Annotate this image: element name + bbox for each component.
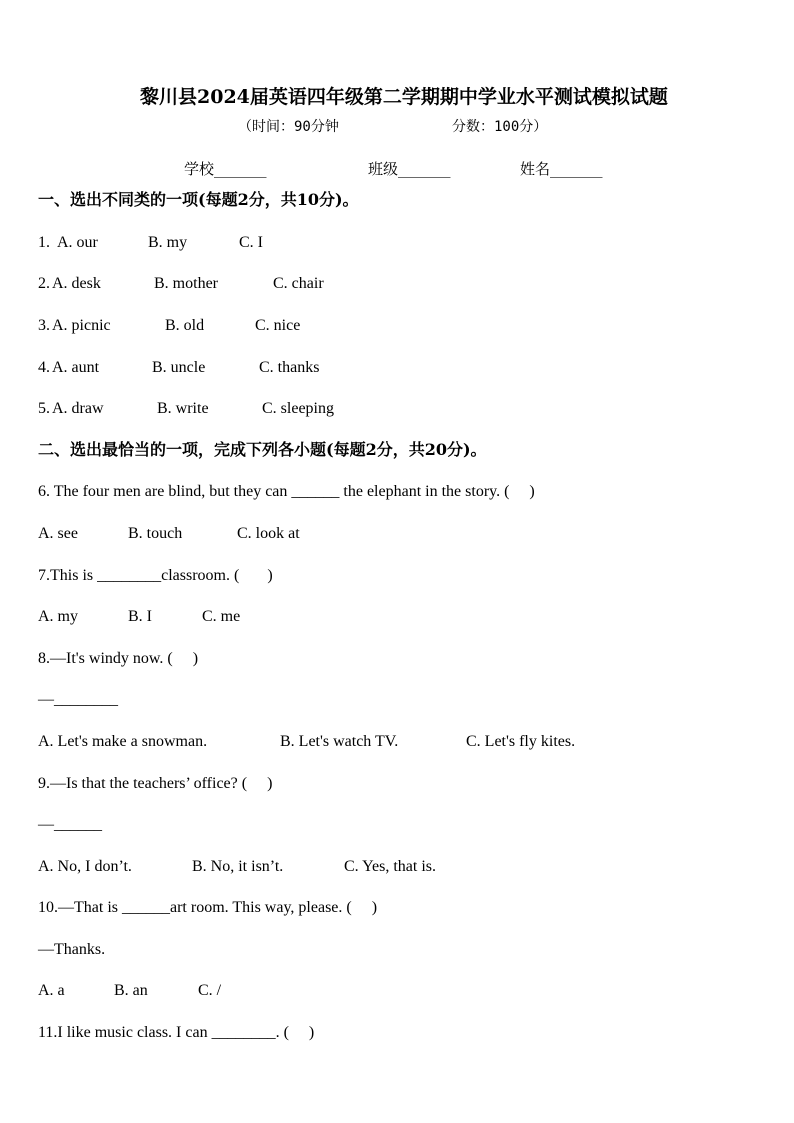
option-b[interactable]: B. write: [157, 400, 209, 417]
option-a[interactable]: A. No, I don’t.: [38, 858, 132, 875]
answer-blank: —______: [38, 816, 102, 833]
option-b[interactable]: B. Let's watch TV.: [280, 733, 399, 750]
option-a[interactable]: A. our: [57, 234, 98, 251]
option-c[interactable]: C. me: [202, 608, 241, 625]
option-c[interactable]: C. I: [239, 234, 263, 251]
option-b[interactable]: B. my: [148, 234, 188, 251]
option-c[interactable]: C. chair: [273, 275, 324, 292]
option-a[interactable]: A. a: [38, 982, 65, 999]
question-stem: 7.This is ________classroom. ( ): [38, 567, 273, 584]
exam-score: 分数：100分）: [452, 119, 548, 135]
option-b[interactable]: B. No, it isn’t.: [192, 858, 284, 875]
option-c[interactable]: C. thanks: [259, 359, 320, 376]
option-c[interactable]: C. Let's fly kites.: [466, 733, 576, 750]
class-field[interactable]: 班级_______: [368, 160, 451, 178]
question-number: 2.: [38, 275, 50, 292]
option-b[interactable]: B. mother: [154, 275, 218, 292]
option-c[interactable]: C. /: [198, 982, 222, 999]
question-stem: 9.—Is that the teachers’ office? ( ): [38, 775, 273, 792]
option-a[interactable]: A. my: [38, 608, 78, 625]
option-c[interactable]: C. sleeping: [262, 400, 334, 417]
option-b[interactable]: B. old: [165, 317, 205, 334]
question-stem: 11.I like music class. I can ________. ( ): [38, 1024, 315, 1041]
exam-time: （时间：90分钟: [238, 119, 339, 135]
option-a[interactable]: A. draw: [52, 400, 104, 417]
question-stem: 6. The four men are blind, but they can ______ the elephant in the story. ( ): [38, 483, 535, 500]
option-a[interactable]: A. desk: [52, 275, 101, 292]
option-a[interactable]: A. Let's make a snowman.: [38, 733, 208, 750]
school-field[interactable]: 学校_______: [184, 160, 267, 178]
section-2-heading: 二、选出最恰当的一项，完成下列各小题(每题2分，共20分)。: [38, 440, 487, 459]
option-b[interactable]: B. an: [114, 982, 148, 999]
option-a[interactable]: A. picnic: [52, 317, 111, 334]
question-stem: 8.—It's windy now. ( ): [38, 650, 199, 667]
question-stem: 10.—That is ______art room. This way, please. ( ): [38, 899, 378, 916]
answer-reply: —Thanks.: [38, 941, 106, 958]
option-b[interactable]: B. touch: [128, 525, 183, 542]
question-number: 3.: [38, 317, 50, 334]
page-title: 黎川县2024届英语四年级第二学期期中学业水平测试模拟试题: [140, 86, 668, 108]
option-a[interactable]: A. aunt: [52, 359, 100, 376]
option-b[interactable]: B. I: [128, 608, 152, 625]
option-c[interactable]: C. look at: [237, 525, 300, 542]
option-c[interactable]: C. nice: [255, 317, 301, 334]
name-field[interactable]: 姓名_______: [520, 160, 603, 178]
question-number: 5.: [38, 400, 50, 417]
option-a[interactable]: A. see: [38, 525, 78, 542]
option-c[interactable]: C. Yes, that is.: [344, 858, 437, 875]
answer-blank: —________: [38, 691, 118, 708]
question-number: 4.: [38, 359, 50, 376]
question-number: 1.: [38, 234, 54, 251]
section-1-heading: 一、选出不同类的一项(每题2分，共10分)。: [38, 190, 359, 209]
option-b[interactable]: B. uncle: [152, 359, 206, 376]
